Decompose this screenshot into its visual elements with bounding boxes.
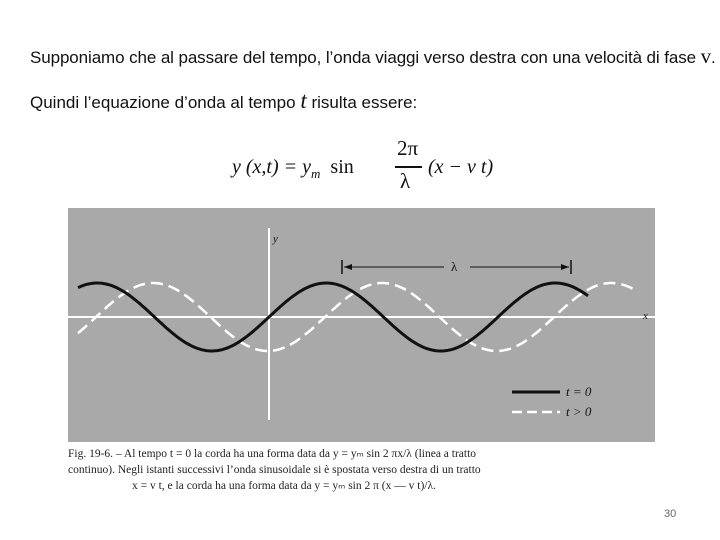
time-symbol: t [300,88,307,113]
equation-subscript: m [311,166,321,181]
legend-solid-label: t = 0 [566,384,592,399]
intro-line-1-period: . [710,48,716,67]
x-axis-label: x [643,310,648,322]
intro-line-2-text-a: Quindi l’equazione d’onda al tempo [30,93,296,112]
equation-sin: sin [330,156,354,178]
equation-lhs [232,156,354,182]
caption-line-3: x = v t, e la corda ha una forma data da y = yₘ sin 2 π (x — v t)/λ. [132,480,436,492]
intro-line-2 [30,88,417,114]
caption-line-2: continuo). Negli istanti successivi l’onda sinusoidale si è spostata verso destra di un tratto [68,464,481,476]
fraction-denominator: λ [400,169,411,193]
equation-rhs: (x − v t) [428,156,494,178]
wave-figure [68,208,655,442]
wave-equation [232,136,522,202]
figure-caption [68,446,668,494]
intro-line-1-text: Supponiamo che al passare del tempo, l’onda viaggi verso destra con una velocità di fase [30,48,696,67]
phase-velocity-symbol: v [700,44,711,68]
caption-line-1: Fig. 19-6. – Al tempo t = 0 la corda ha una forma data da y = yₘ sin 2 πx/λ (linea a tratto [68,448,477,460]
lambda-label: λ [451,259,458,274]
fraction-numerator: 2π [397,136,419,160]
equation-lhs-text: y (x,t) = y [232,156,312,178]
lambda-arrowhead-right [561,264,569,270]
wave-plot [68,208,655,442]
intro-line-2-text-b: risulta essere: [311,93,418,112]
page-number: 30 [664,508,677,520]
legend-dashed-label: t > 0 [566,404,592,419]
y-axis-label: y [273,233,278,245]
lambda-arrowhead-left [344,264,352,270]
intro-line-1 [30,44,716,69]
fraction-bar [395,166,422,168]
